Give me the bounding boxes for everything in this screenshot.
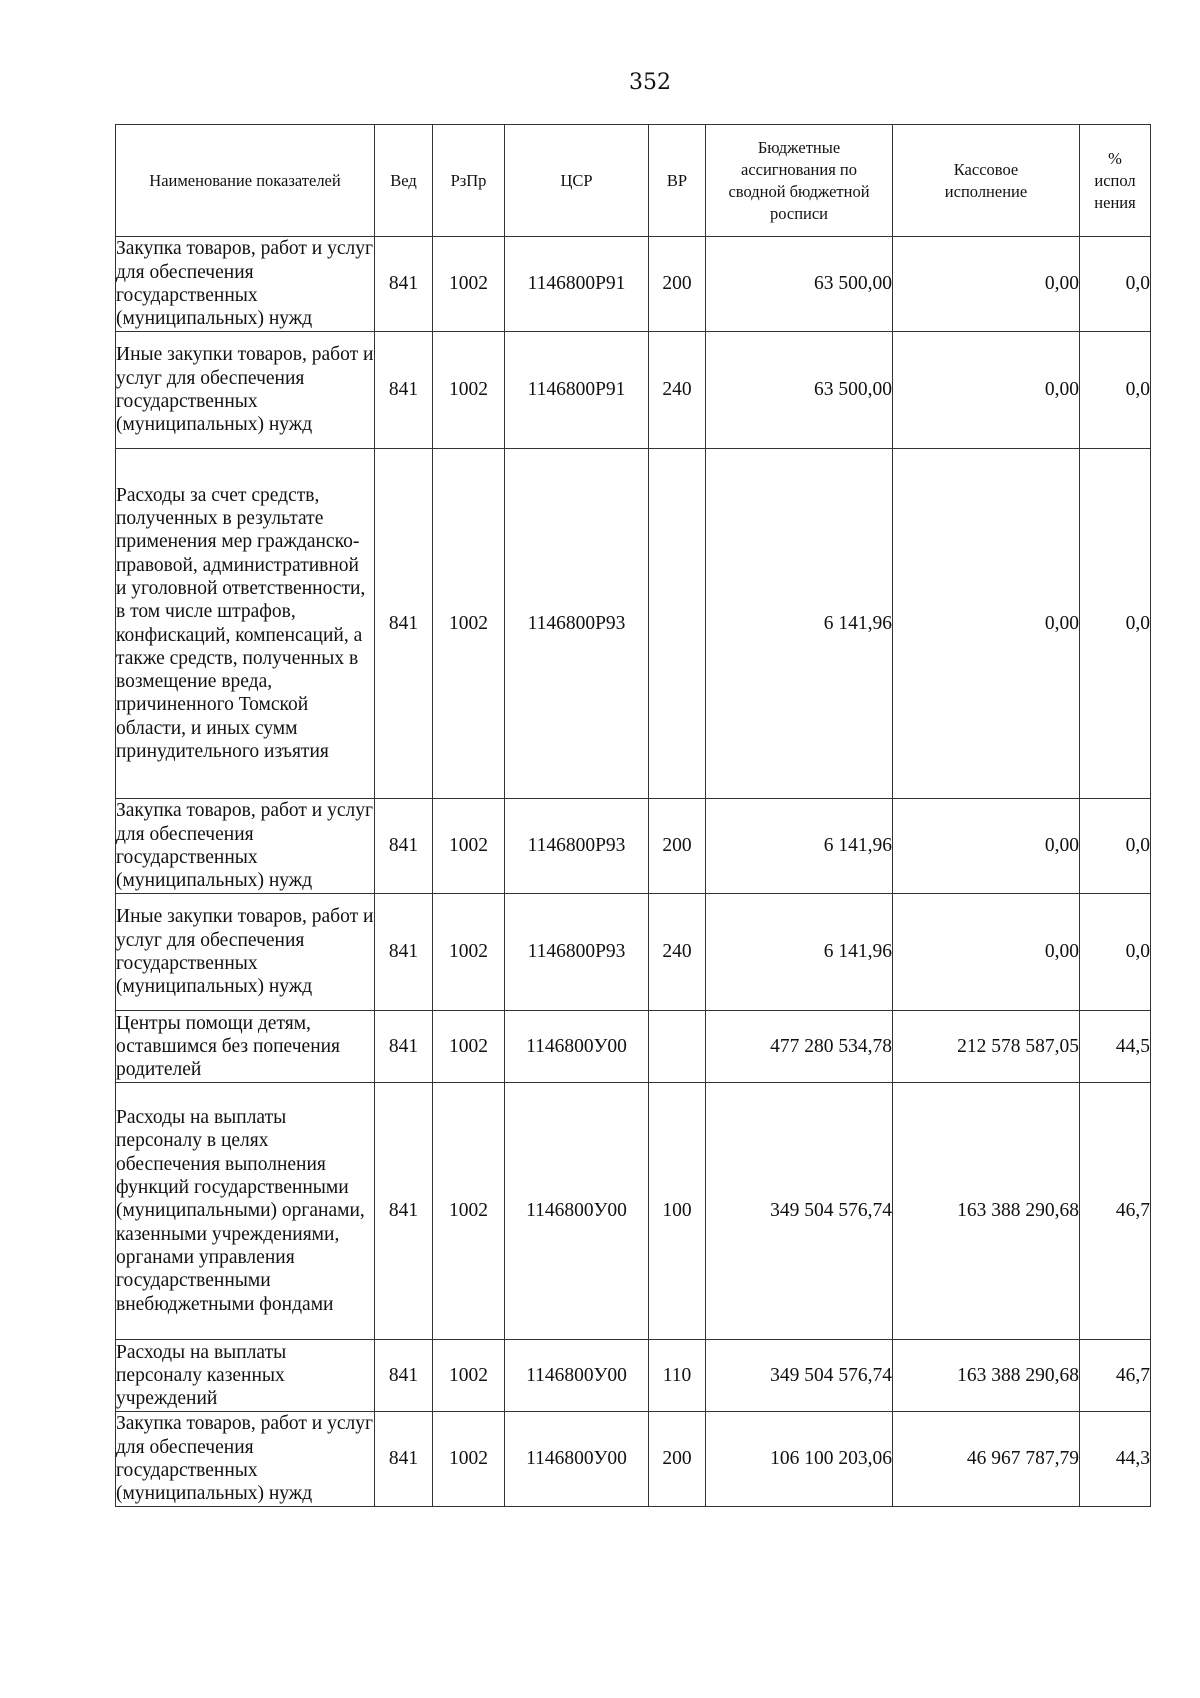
cell-percent: 0,0 [1080, 449, 1151, 799]
cell-percent: 0,0 [1080, 799, 1151, 894]
header-budget: Бюджетные ассигнования по сводной бюджетной росписи [706, 125, 893, 237]
cell-name: Центры помощи детям, оставшимся без попечения родителей [116, 1011, 375, 1083]
cell-cash: 0,00 [893, 449, 1080, 799]
table-row [116, 799, 1151, 894]
cell-cash: 0,00 [893, 799, 1080, 894]
cell-ved: 841 [375, 1011, 433, 1083]
cell-cash: 163 388 290,68 [893, 1340, 1080, 1412]
cell-cash: 0,00 [893, 894, 1080, 1011]
header-percent: % испол нения [1080, 125, 1151, 237]
cell-percent: 0,0 [1080, 894, 1151, 1011]
table-row [116, 1412, 1151, 1507]
header-vr: ВР [649, 125, 706, 237]
cell-name: Расходы на выплаты персоналу казенных учреждений [116, 1340, 375, 1412]
cell-csr: 1146800Р93 [505, 449, 649, 799]
cell-budget: 349 504 576,74 [706, 1083, 893, 1340]
cell-vr: 240 [649, 332, 706, 449]
cell-budget: 6 141,96 [706, 799, 893, 894]
cell-percent: 0,0 [1080, 237, 1151, 332]
cell-ved: 841 [375, 449, 433, 799]
cell-name: Расходы на выплаты персоналу в целях обеспечения выполнения функций государственными (муниципальными) органами, казенными учреждениями, органами управления государственными внебюджетными фондами [116, 1083, 375, 1340]
header-cash: Кассовое исполнение [893, 125, 1080, 237]
cell-rzpr: 1002 [433, 1011, 505, 1083]
cell-cash: 46 967 787,79 [893, 1412, 1080, 1507]
cell-budget: 63 500,00 [706, 332, 893, 449]
cell-percent: 46,7 [1080, 1340, 1151, 1412]
cell-rzpr: 1002 [433, 332, 505, 449]
cell-budget: 477 280 534,78 [706, 1011, 893, 1083]
cell-csr: 1146800Р91 [505, 237, 649, 332]
cell-vr: 200 [649, 1412, 706, 1507]
cell-budget: 349 504 576,74 [706, 1340, 893, 1412]
header-csr: ЦСР [505, 125, 649, 237]
cell-percent: 44,3 [1080, 1412, 1151, 1507]
cell-rzpr: 1002 [433, 1340, 505, 1412]
cell-rzpr: 1002 [433, 894, 505, 1011]
table-row [116, 332, 1151, 449]
table-row [116, 1083, 1151, 1340]
cell-percent: 44,5 [1080, 1011, 1151, 1083]
header-name: Наименование показателей [116, 125, 375, 237]
header-ved: Вед [375, 125, 433, 237]
cell-csr: 1146800Р93 [505, 799, 649, 894]
cell-name: Расходы за счет средств, полученных в результате применения мер гражданско-правовой, административной и уголовной ответственности, в том числе штрафов, конфискаций, компенсаций, а также средств, полученных в возмещение вреда, причиненного Томской области, и иных сумм принудительного изъятия [116, 449, 375, 799]
cell-csr: 1146800У00 [505, 1340, 649, 1412]
cell-csr: 1146800Р91 [505, 332, 649, 449]
cell-ved: 841 [375, 1340, 433, 1412]
cell-vr [649, 1011, 706, 1083]
cell-budget: 106 100 203,06 [706, 1412, 893, 1507]
cell-cash: 163 388 290,68 [893, 1083, 1080, 1340]
page-number: 352 [629, 70, 671, 95]
cell-cash: 212 578 587,05 [893, 1011, 1080, 1083]
table-row [116, 449, 1151, 799]
cell-budget: 63 500,00 [706, 237, 893, 332]
cell-percent: 0,0 [1080, 332, 1151, 449]
cell-name: Закупка товаров, работ и услуг для обеспечения государственных (муниципальных) нужд [116, 237, 375, 332]
cell-percent: 46,7 [1080, 1083, 1151, 1340]
cell-rzpr: 1002 [433, 1412, 505, 1507]
cell-vr: 100 [649, 1083, 706, 1340]
cell-rzpr: 1002 [433, 1083, 505, 1340]
cell-name: Иные закупки товаров, работ и услуг для обеспечения государственных (муниципальных) нужд [116, 332, 375, 449]
cell-rzpr: 1002 [433, 799, 505, 894]
cell-cash: 0,00 [893, 332, 1080, 449]
cell-ved: 841 [375, 332, 433, 449]
cell-ved: 841 [375, 799, 433, 894]
cell-cash: 0,00 [893, 237, 1080, 332]
cell-csr: 1146800У00 [505, 1412, 649, 1507]
cell-rzpr: 1002 [433, 449, 505, 799]
cell-vr: 110 [649, 1340, 706, 1412]
table-row [116, 1340, 1151, 1412]
header-rzpr: РзПр [433, 125, 505, 237]
table-row [116, 894, 1151, 1011]
cell-vr: 200 [649, 237, 706, 332]
cell-vr [649, 449, 706, 799]
cell-ved: 841 [375, 1083, 433, 1340]
cell-vr: 200 [649, 799, 706, 894]
cell-name: Закупка товаров, работ и услуг для обеспечения государственных (муниципальных) нужд [116, 1412, 375, 1507]
table-row [116, 1011, 1151, 1083]
cell-name: Иные закупки товаров, работ и услуг для обеспечения государственных (муниципальных) нужд [116, 894, 375, 1011]
cell-csr: 1146800У00 [505, 1083, 649, 1340]
cell-ved: 841 [375, 237, 433, 332]
cell-budget: 6 141,96 [706, 449, 893, 799]
table-row [116, 237, 1151, 332]
cell-csr: 1146800Р93 [505, 894, 649, 1011]
budget-table [115, 124, 1151, 1507]
cell-budget: 6 141,96 [706, 894, 893, 1011]
cell-ved: 841 [375, 894, 433, 1011]
cell-csr: 1146800У00 [505, 1011, 649, 1083]
cell-vr: 240 [649, 894, 706, 1011]
header-row [116, 125, 1151, 237]
cell-ved: 841 [375, 1412, 433, 1507]
cell-name: Закупка товаров, работ и услуг для обеспечения государственных (муниципальных) нужд [116, 799, 375, 894]
cell-rzpr: 1002 [433, 237, 505, 332]
